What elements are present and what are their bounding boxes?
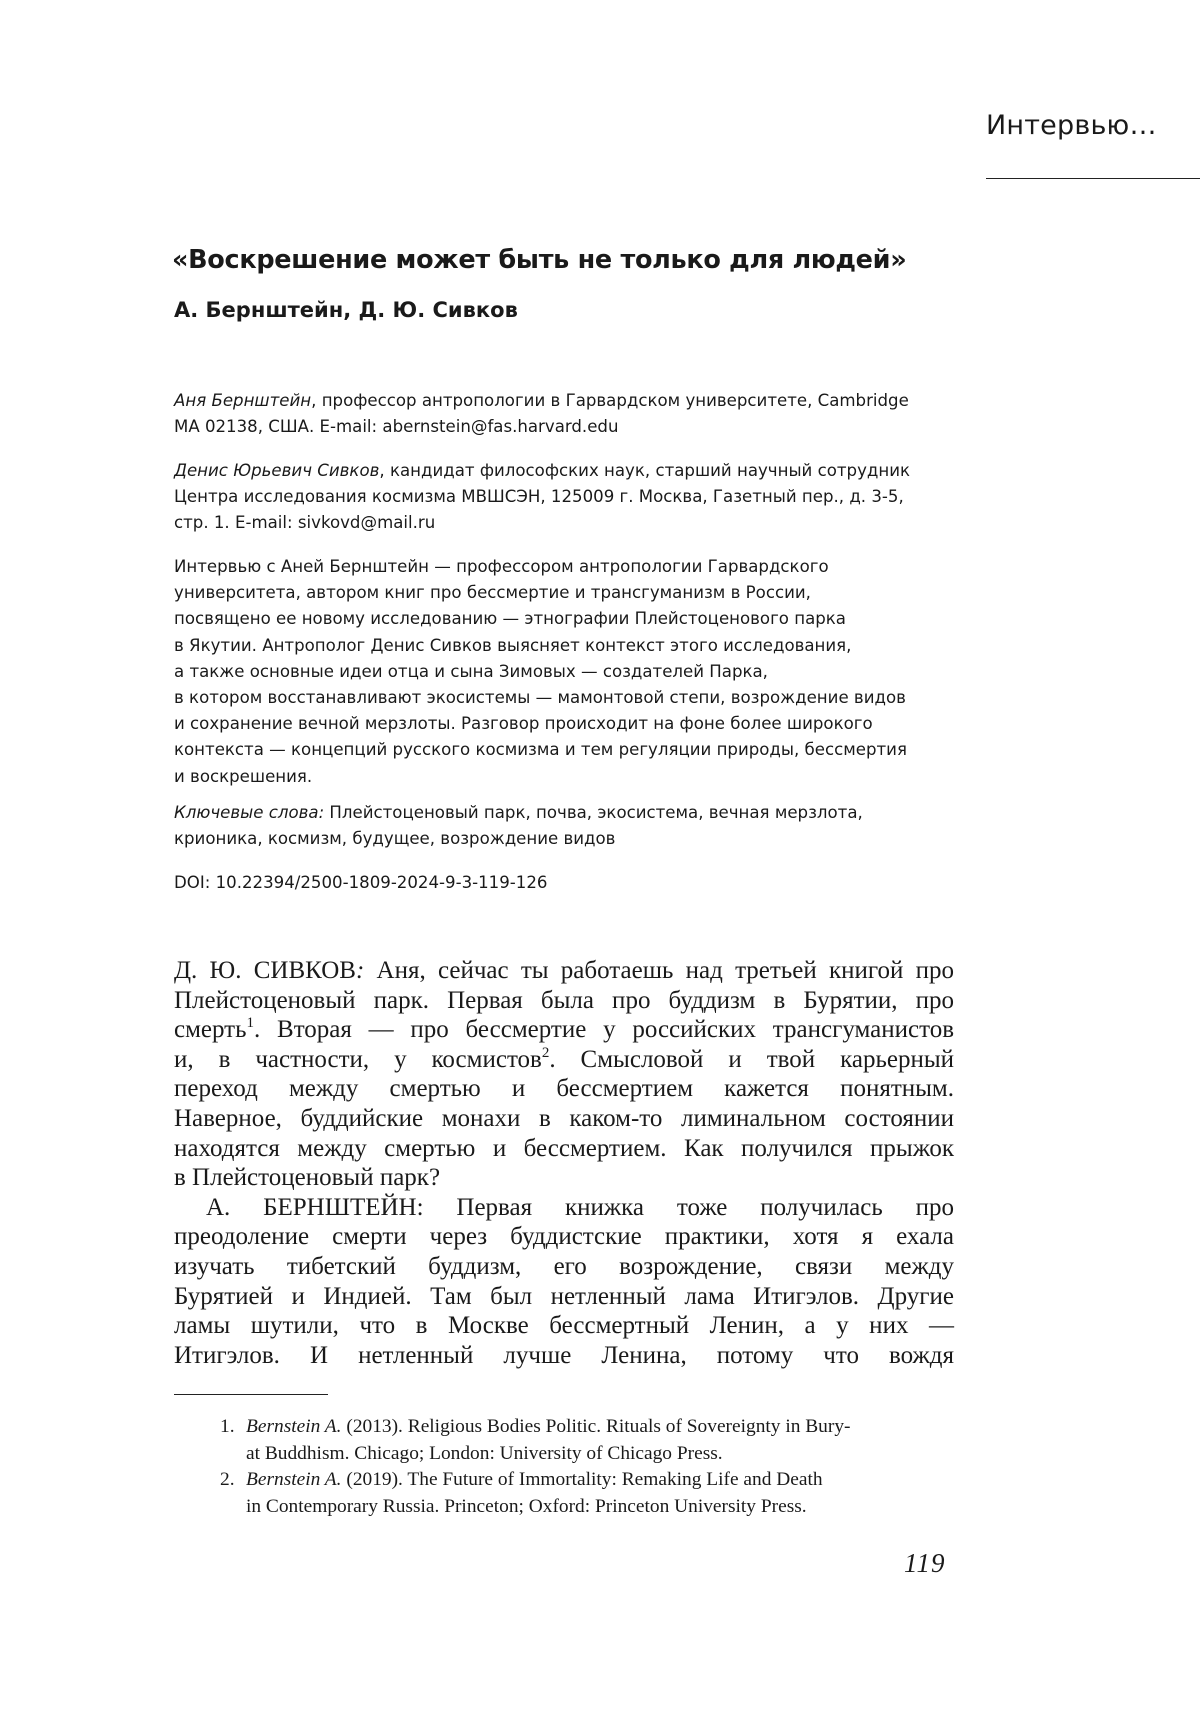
author-name: Денис Юрьевич Сивков — [174, 461, 379, 480]
abstract-line: и воскрешения. — [174, 764, 954, 790]
page-number: 119 — [904, 1548, 946, 1579]
body-line — [174, 1045, 954, 1075]
author-name: Аня Бернштейн — [174, 391, 311, 410]
abstract-line: и сохранение вечной мерзлоты. Разговор происходит на фоне более широкого — [174, 711, 954, 737]
abstract-line: в котором восстанавливают экосистемы — мамонтовой степи, возрождение видов — [174, 685, 954, 711]
body-text: . Вторая — про бессмертие у российских трансгуманистов — [254, 1016, 954, 1043]
footnote-text: (2019). The Future of Immortality: Remaking Life and Death — [342, 1469, 823, 1490]
body-line: Наверное, буддийские монахи в каком-то лиминальном состоянии — [174, 1104, 954, 1134]
body-line — [174, 1015, 954, 1045]
abstract-line: а также основные идеи отца и сына Зимовых — создателей Парка, — [174, 659, 954, 685]
body-line: преодоление смерти через буддистские практики, хотя я ехала — [174, 1222, 954, 1252]
footnote-2 — [220, 1467, 956, 1520]
footnote-ref-1[interactable]: 1 — [247, 1015, 255, 1031]
affiliation-text: Центра исследования космизма МВШСЭН, 125009 г. Москва, Газетный пер., д. 3-5, — [174, 484, 954, 510]
abstract-line: посвящено ее новому исследованию — этнографии Плейстоценового парка — [174, 606, 954, 632]
body-line: изучать тибетский буддизм, его возрождение, связи между — [174, 1252, 954, 1282]
keywords — [174, 800, 954, 852]
body-text: и, в частности, у космистов — [174, 1046, 542, 1073]
affiliation-text: стр. 1. E-mail: sivkovd@mail.ru — [174, 510, 954, 536]
footnote-author: Bernstein A. — [246, 1469, 342, 1490]
abstract-line: в Якутии. Антрополог Денис Сивков выясняет контекст этого исследования, — [174, 633, 954, 659]
speaker-colon: : — [356, 957, 364, 984]
footnotes — [220, 1414, 956, 1520]
keywords-text: Плейстоценовый парк, почва, экосистема, вечная мерзлота, — [324, 803, 863, 822]
footnote-1 — [220, 1414, 956, 1467]
footnote-text: in Contemporary Russia. Princeton; Oxford: Princeton University Press. — [246, 1494, 956, 1521]
affiliation-text: , профессор антропологии в Гарвардском университете, Cambridge — [311, 391, 909, 410]
footnote-text: at Buddhism. Chicago; London: University of Chicago Press. — [246, 1441, 956, 1468]
body-line: Итигэлов. И нетленный лучше Ленина, потому что вождя — [174, 1341, 954, 1371]
body-line: Плейстоценовый парк. Первая была про буддизм в Бурятии, про — [174, 986, 954, 1016]
doi-text: DOI: 10.22394/2500-1809-2024-9-3-119-126 — [174, 870, 954, 896]
affiliation-1 — [174, 388, 954, 440]
abstract-line: Интервью с Аней Бернштейн — профессором антропологии Гарвардского — [174, 554, 954, 580]
article-title: «Воскрешение может быть не только для людей» — [172, 245, 906, 275]
body-line: переход между смертью и бессмертием кажется понятным. — [174, 1074, 954, 1104]
body-line: А. БЕРНШТЕЙН: Первая книжка тоже получилась про — [174, 1193, 954, 1223]
affiliation-text: , кандидат философских наук, старший научный сотрудник — [379, 461, 910, 480]
abstract-line: контекста — концепций русского космизма и тем регуляции природы, бессмертия — [174, 737, 954, 763]
body-text: Аня, сейчас ты работаешь над третьей книгой про — [364, 957, 954, 984]
affiliation-2 — [174, 458, 954, 537]
footnote-author: Bernstein A. — [246, 1416, 342, 1437]
body-text: смерть — [174, 1016, 247, 1043]
affiliation-text: MA 02138, США. E-mail: abernstein@fas.harvard.edu — [174, 414, 954, 440]
body-line: Бурятией и Индией. Там был нетленный лама Итигэлов. Другие — [174, 1282, 954, 1312]
keywords-text: крионика, космизм, будущее, возрождение видов — [174, 826, 954, 852]
doi — [174, 870, 954, 896]
body-line: находятся между смертью и бессмертием. Как получился прыжок — [174, 1134, 954, 1164]
running-header: Интервью… — [986, 110, 1157, 141]
footnote-ref-2[interactable]: 2 — [542, 1045, 550, 1061]
speaker-sivkov: Д. Ю. СИВКОВ — [174, 957, 356, 984]
interview-body — [174, 956, 954, 1370]
footnote-text: (2013). Religious Bodies Politic. Rituals of Sovereignty in Bury- — [342, 1416, 851, 1437]
abstract-line: университета, автором книг про бессмертие и трансгуманизм в России, — [174, 580, 954, 606]
footnote-number: 1. — [220, 1414, 235, 1441]
abstract — [174, 554, 954, 790]
header-rule — [986, 178, 1200, 179]
article-authors: А. Бернштейн, Д. Ю. Сивков — [174, 298, 518, 322]
footnote-rule — [174, 1394, 328, 1395]
body-line: в Плейстоценовый парк? — [174, 1163, 954, 1193]
footnote-number: 2. — [220, 1467, 235, 1494]
body-line — [174, 956, 954, 986]
body-line: ламы шутили, что в Москве бессмертный Ленин, а у них — — [174, 1311, 954, 1341]
keywords-label: Ключевые слова: — [174, 803, 324, 822]
body-text: . Смысловой и твой карьерный — [549, 1046, 954, 1073]
